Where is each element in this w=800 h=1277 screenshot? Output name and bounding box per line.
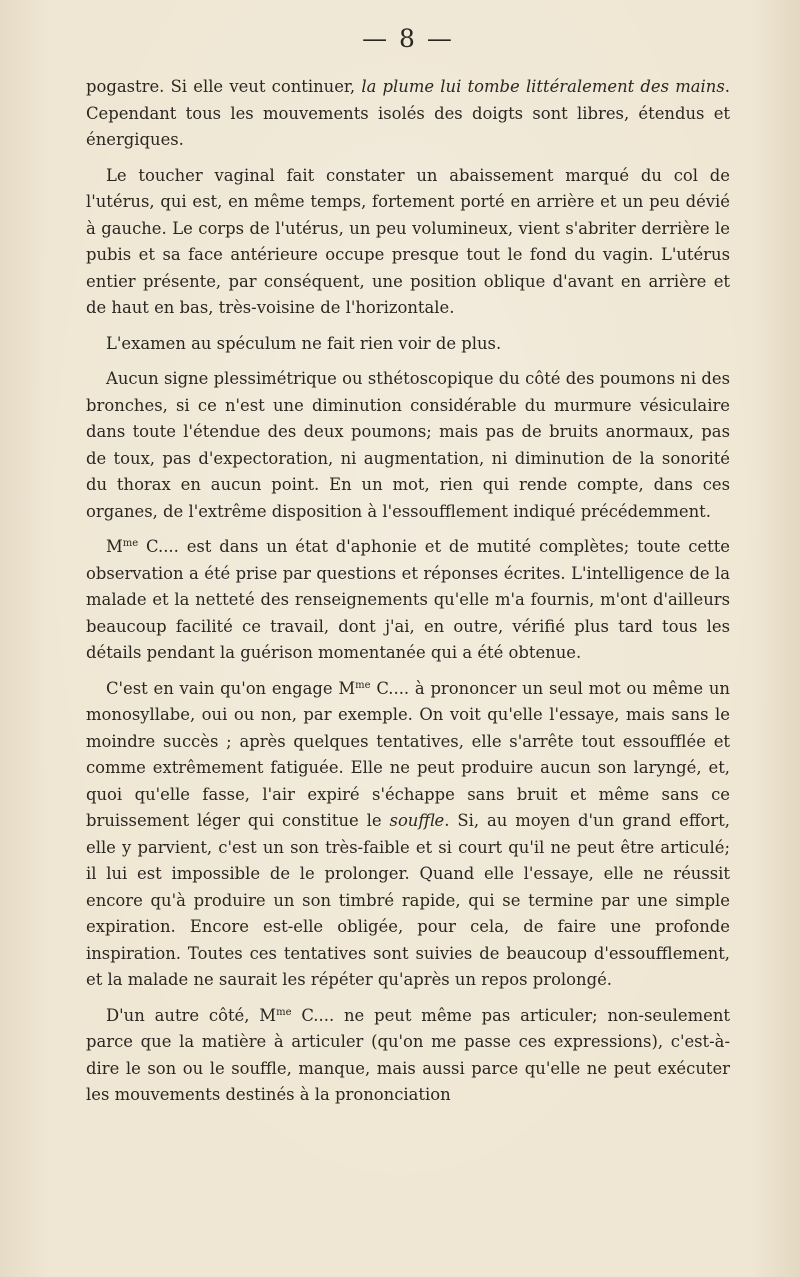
- superscript-text: me: [355, 679, 371, 691]
- text-run: C.... à prononcer un seul mot ou même un monosyllabe, oui ou non, par exemple. On voit qu'elle l'essaye, mais sans le moindre succès ; après quelques tentatives, elle s'arrête tout essoufflée et comme extrêmement fatiguée. Elle ne peut produire aucun son laryngé, et, quoi qu'elle fasse, l'air expiré s'échappe sans bruit et même sans ce bruissement léger qui constitue le: [86, 678, 730, 830]
- paragraph-p3: [86, 331, 730, 358]
- text-run: . Si, au moyen d'un grand effort, elle y parvient, c'est un son très-faible et si court qu'il ne peut être articulé; il lui est impossible de le prolonger. Quand elle l'essaye, elle ne réussit encore qu'à produire un son timbré rapide, qui se termine par une simple expiration. Encore est-elle obligée, pour cela, de faire une profonde inspiration. Toutes ces tentatives sont suivies de beaucoup d'essoufflement, et la malade ne saurait les répéter qu'après un repos prolongé.: [86, 811, 730, 989]
- text-run: C'est en vain qu'on engage M: [106, 678, 356, 698]
- paragraph-p1: [86, 74, 730, 154]
- paragraph-p6: [86, 676, 730, 994]
- text-run: pogastre. Si elle veut continuer,: [86, 77, 362, 96]
- text-run: C.... ne peut même pas articuler; non-seulement parce que la matière à articuler (qu'on me passe ces expressions), c'est-à-dire le son ou le souffle, manque, mais aussi parce qu'elle ne peut exécuter les mouvements destinés à la prononciation: [86, 1005, 730, 1104]
- text-run: Aucun signe plessimétrique ou sthétoscopique du côté des poumons ni des bronches, si ce n'est une diminution considérable du murmure vésiculaire dans toute l'étendue des deux poumons; mais pas de bruits anormaux, pas de toux, pas d'expectoration, ni augmentation, ni diminution de la sonorité du thorax en aucun point. En un mot, rien qui rende compte, dans ces organes, de l'extrême disposition à l'essoufflement indiqué précédemment.: [86, 369, 730, 521]
- text-run: C.... est dans un état d'aphonie et de mutité complètes; toute cette observation a été prise par questions et réponses écrites. L'intelligence de la malade et la netteté des renseignements qu'elle m'a fournis, m'ont d'ailleurs beaucoup facilité ce travail, dont j'ai, en outre, vérifié plus tard tous les détails pendant la guérison momentanée qui a été obtenue.: [86, 537, 730, 662]
- text-run: L'examen au spéculum ne fait rien voir de plus.: [106, 333, 502, 353]
- italic-text: la plume lui tombe littéralement des mains: [361, 77, 725, 96]
- text-run: . Cependant tous les mouvements isolés des doigts sont libres, étendus et énergiques.: [86, 77, 730, 149]
- text-run: Le toucher vaginal fait constater un abaissement marqué du col de l'utérus, qui est, en même temps, fortement porté en arrière et un peu dévié à gauche. Le corps de l'utérus, un peu volumineux, vient s'abriter derrière le pubis et sa face antérieure occupe presque tout le fond du vagin. L'utérus entier présente, par conséquent, une position oblique d'avant en arrière et de haut en bas, très-voisine de l'horizontale.: [86, 165, 730, 317]
- page-number: — 8 —: [362, 24, 454, 53]
- paragraph-p2: [86, 163, 730, 322]
- text-run: D'un autre côté, M: [106, 1005, 277, 1025]
- superscript-text: me: [276, 1006, 292, 1018]
- superscript-text: me: [122, 538, 139, 549]
- paragraph-p7: [86, 1003, 730, 1109]
- text-run: M: [106, 537, 123, 556]
- italic-text: souffle: [389, 811, 445, 830]
- body-text: [86, 74, 730, 1109]
- paragraph-p4: [86, 366, 730, 525]
- paragraph-p5: [86, 534, 730, 667]
